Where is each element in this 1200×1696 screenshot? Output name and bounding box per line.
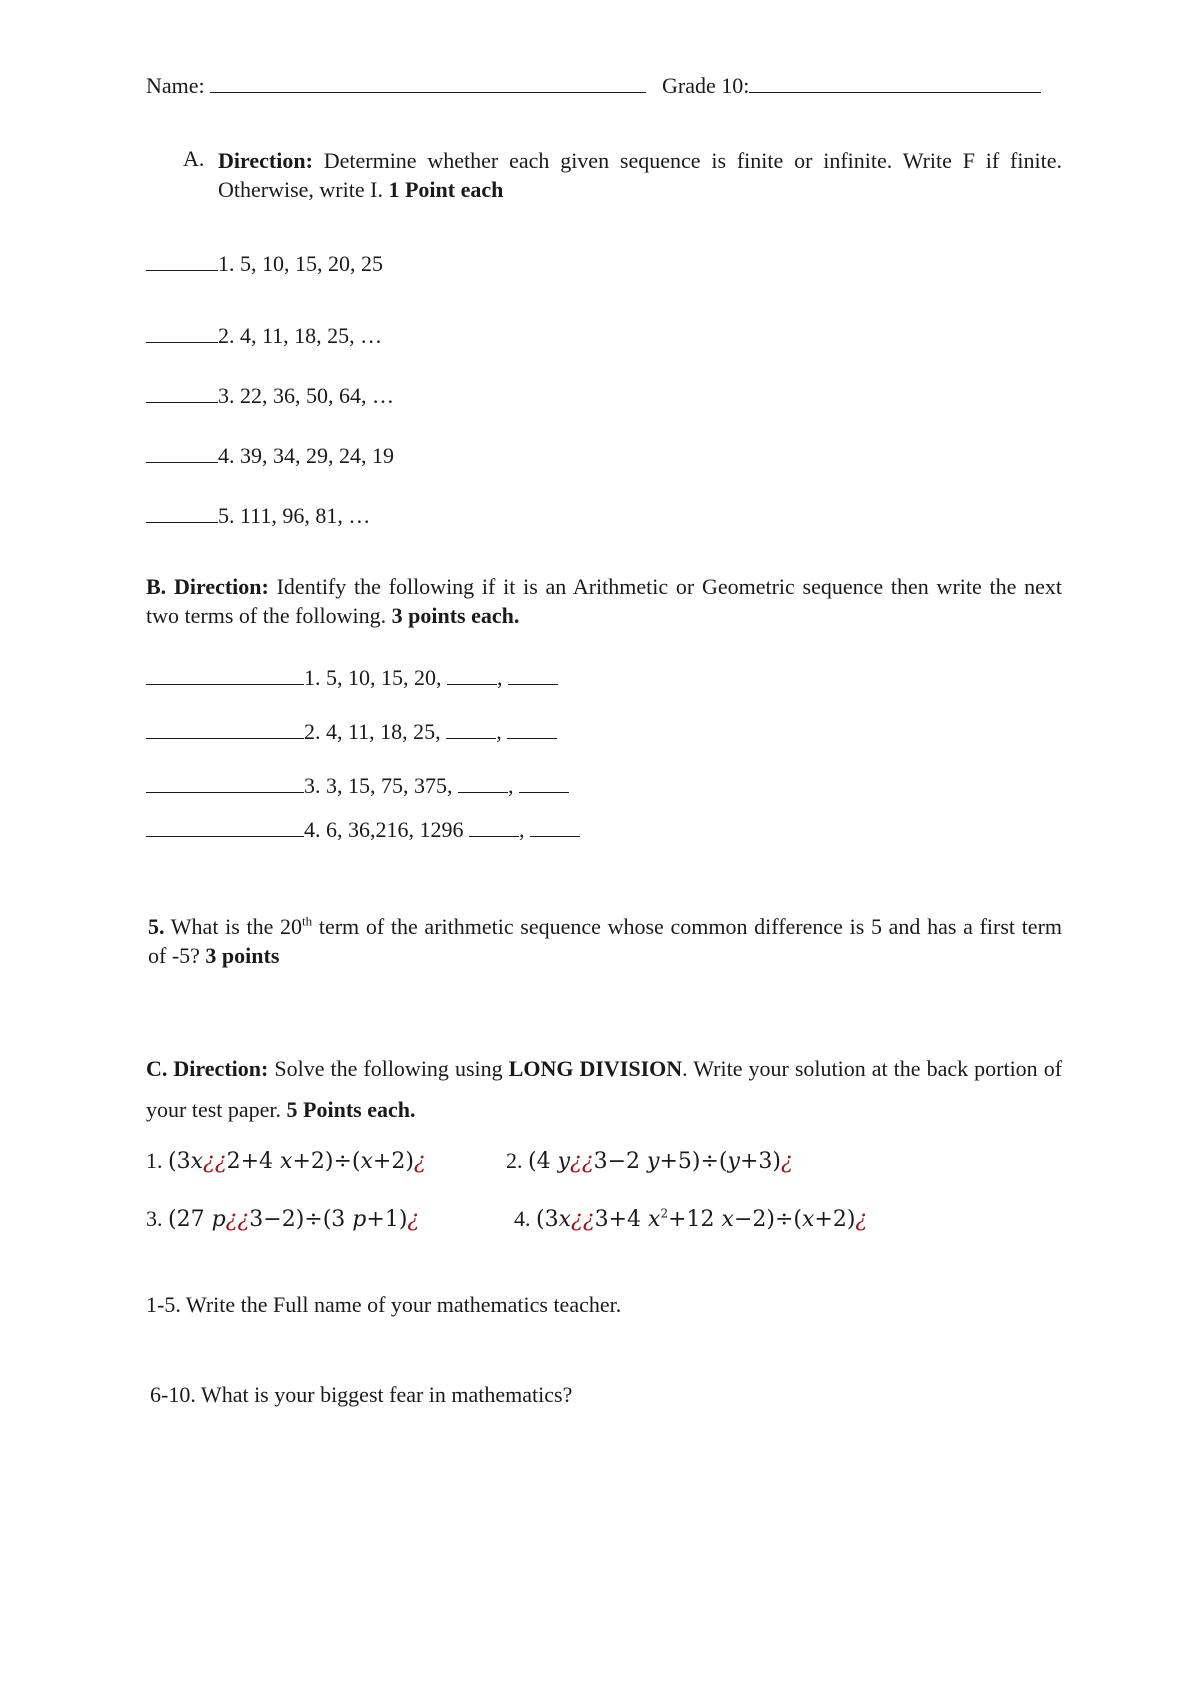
section-b-item-4: 4. 6, 36,216, 1296 , (146, 816, 580, 843)
section-b-direction (146, 572, 1062, 630)
section-a-item-3 (146, 382, 394, 409)
term-blank[interactable] (447, 664, 497, 685)
term-blank[interactable] (508, 664, 558, 685)
section-a-direction-text: Determine whether each given sequence is finite or infinite. Write F if finite. Otherwise, write I. (218, 148, 1062, 202)
item-text: 2. 4, 11, 18, 25, … (218, 323, 383, 348)
question-5-points: 3 points (205, 943, 280, 968)
section-a-direction-label: Direction: (218, 148, 313, 173)
section-b-item-1: 1. 5, 10, 15, 20, , (146, 664, 558, 691)
division-problem-2: 2. (4 y¿¿3−2 y+5)÷(y+3)¿ (506, 1148, 793, 1174)
section-b-letter: B. (146, 574, 167, 599)
division-expression: (3x¿¿2+4 x+2)÷(x+2)¿ (168, 1149, 426, 1174)
question-5: 5. What is the 20th term of the arithmetic sequence whose common difference is 5 and has a first term of -5? 3 points (148, 913, 1063, 968)
term-blank[interactable] (530, 816, 580, 837)
term-blank[interactable] (458, 772, 508, 793)
item-text: 3. 3, 15, 75, 375, (304, 773, 458, 798)
section-a-direction (218, 146, 1062, 204)
answer-blank[interactable] (146, 442, 218, 463)
answer-blank[interactable] (146, 772, 304, 793)
division-expression: (27 p¿¿3−2)÷(3 p+1)¿ (168, 1207, 420, 1232)
item-text: 1. 5, 10, 15, 20, 25 (218, 251, 383, 276)
section-c-direction: C. Direction: Solve the following using LONG DIVISION. Write your solution at the back portion of your test paper. 5 Points each. (146, 1056, 1063, 1122)
division-problem-4: 4. (3x¿¿3+4 $x^2+12$ x−2)÷(x+2)¿ (514, 1206, 868, 1232)
answer-blank[interactable] (146, 382, 218, 403)
section-b-item-3: 3. 3, 15, 75, 375, , (146, 772, 569, 799)
division-problem-3: 3. (27 p¿¿3−2)÷(3 p+1)¿ (146, 1206, 420, 1232)
item-text: 5. 111, 96, 81, … (218, 503, 371, 528)
section-a-item-4 (146, 442, 394, 469)
section-b-points: 3 points each. (391, 603, 520, 628)
section-a-item-5 (146, 502, 370, 529)
section-a-points: 1 Point each (388, 177, 504, 202)
term-blank[interactable] (519, 772, 569, 793)
item-text: 3. 22, 36, 50, 64, … (218, 383, 394, 408)
answer-blank[interactable] (146, 250, 218, 271)
division-expression: (3x¿¿3+4 $x^2+12$ x−2)÷(x+2)¿ (536, 1206, 868, 1232)
grade-line (662, 72, 1041, 99)
section-c-direction-label: Direction: (173, 1056, 269, 1081)
division-problem-1: 1. (3x¿¿2+4 x+2)÷(x+2)¿ (146, 1148, 426, 1174)
answer-blank[interactable] (146, 322, 218, 343)
section-c-points: 5 Points each. (286, 1097, 416, 1122)
section-a-item-1 (146, 250, 383, 277)
section-b-direction-text: Identify the following if it is an Arithmetic or Geometric sequence then write the next two terms of the following. (146, 574, 1063, 628)
name-label: Name: (146, 73, 205, 98)
term-blank[interactable] (507, 718, 557, 739)
extra-question-2: 6-10. What is your biggest fear in mathematics? (150, 1382, 573, 1407)
item-text: 2. 4, 11, 18, 25, (304, 719, 447, 744)
answer-blank[interactable] (146, 816, 304, 837)
section-b-item-2: 2. 4, 11, 18, 25, , (146, 718, 557, 745)
long-division-emphasis: LONG DIVISION (508, 1056, 683, 1081)
item-text: 4. 39, 34, 29, 24, 19 (218, 443, 394, 468)
term-blank[interactable] (446, 718, 496, 739)
answer-blank[interactable] (146, 664, 304, 685)
answer-blank[interactable] (146, 502, 218, 523)
grade-blank[interactable] (749, 72, 1041, 93)
section-b-direction-label: Direction: (173, 574, 269, 599)
term-blank[interactable] (469, 816, 519, 837)
name-line (146, 72, 646, 99)
grade-label: Grade 10: (662, 73, 750, 98)
answer-blank[interactable] (146, 718, 304, 739)
section-c-letter: C. (146, 1056, 168, 1081)
name-blank[interactable] (210, 72, 646, 93)
item-text: 4. 6, 36,216, 1296 (304, 817, 469, 842)
question-5-number: 5. (148, 914, 165, 939)
section-a-letter: A. (183, 146, 205, 171)
item-text: 1. 5, 10, 15, 20, (304, 665, 447, 690)
division-expression: (4 y¿¿3−2 y+5)÷(y+3)¿ (528, 1149, 793, 1174)
section-a-item-2 (146, 322, 382, 349)
extra-question-1: 1-5. Write the Full name of your mathematics teacher. (146, 1292, 622, 1317)
